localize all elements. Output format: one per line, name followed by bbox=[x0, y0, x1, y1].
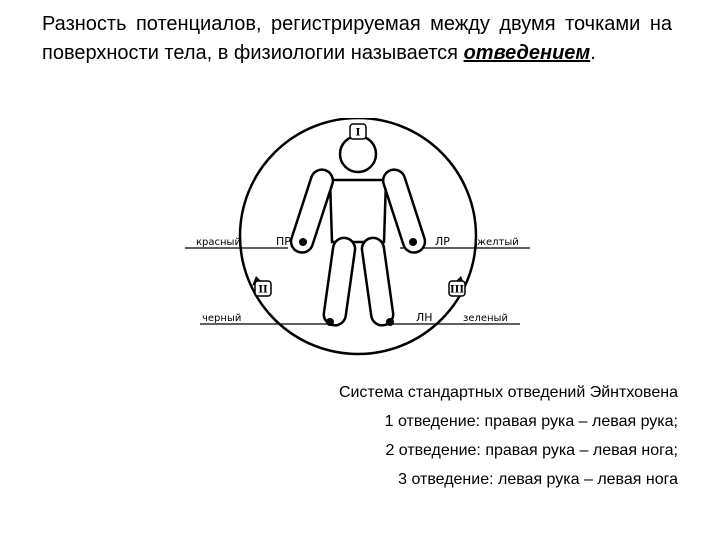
wire-label-yellow: желтый bbox=[477, 237, 519, 248]
electrode-right-leg bbox=[326, 318, 334, 326]
head bbox=[340, 136, 376, 172]
wire-label-black: черный bbox=[202, 313, 242, 324]
lead-marker-2 bbox=[255, 281, 271, 296]
wire-label-green: зеленый bbox=[463, 313, 508, 324]
intro-text: Разность потенциалов, регистрируемая между двумя точками на поверхности тела, в физиологии называется bbox=[42, 13, 672, 64]
left-arm bbox=[380, 167, 427, 256]
lead-marker-1 bbox=[350, 124, 366, 139]
legend-line-2: 2 отведение: правая рука – левая нога; bbox=[385, 442, 678, 459]
label-left-arm: ЛР bbox=[435, 235, 450, 248]
right-arm bbox=[288, 167, 335, 256]
lead-marker-3-text: III bbox=[449, 284, 465, 296]
term-lead: отведением bbox=[463, 42, 591, 64]
legend-block bbox=[250, 378, 678, 494]
lead-marker-2-text: II bbox=[258, 284, 268, 296]
einthoven-diagram bbox=[180, 118, 530, 368]
body-figure bbox=[288, 136, 428, 327]
intro-period: . bbox=[590, 42, 596, 64]
lead-marker-1-text: I bbox=[355, 127, 361, 139]
left-leg bbox=[361, 237, 395, 327]
electrode-left-leg bbox=[386, 318, 394, 326]
wire-label-red: красный bbox=[196, 237, 241, 248]
right-leg bbox=[322, 237, 356, 327]
legend-line-3: 3 отведение: левая рука – левая нога bbox=[398, 471, 678, 488]
electrode-left-arm bbox=[409, 238, 417, 246]
legend-title: Система стандартных отведений Эйнтховена bbox=[338, 384, 678, 401]
legend-line-1: 1 отведение: правая рука – левая рука; bbox=[384, 413, 678, 430]
electrode-right-arm bbox=[299, 238, 307, 246]
intro-paragraph bbox=[42, 10, 672, 68]
torso bbox=[330, 180, 386, 242]
label-right-arm: ПР bbox=[276, 235, 291, 248]
lead-marker-3 bbox=[449, 281, 465, 296]
label-left-leg: ЛН bbox=[416, 311, 433, 324]
